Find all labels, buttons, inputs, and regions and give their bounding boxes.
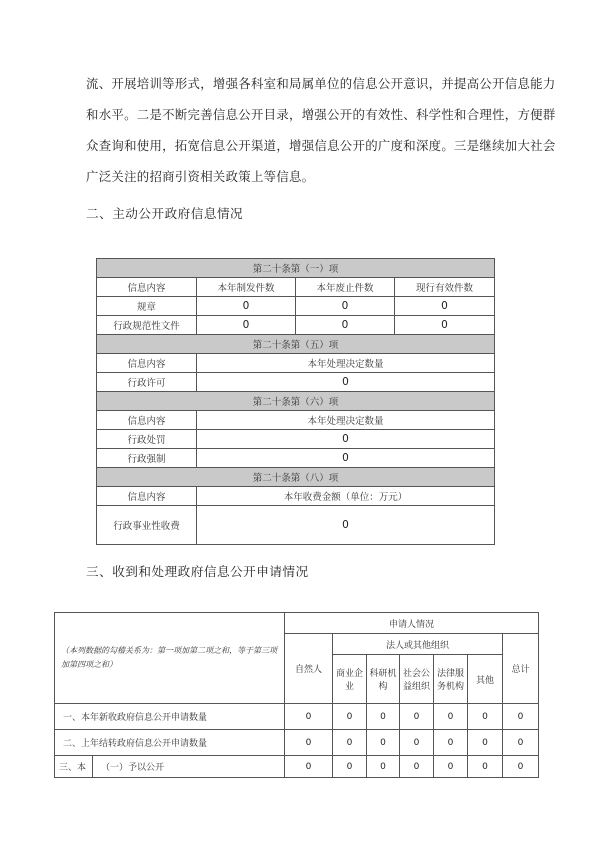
column-header: 法律服务机构 (434, 655, 468, 704)
cell-value: 0 (400, 756, 434, 778)
table-row (55, 704, 539, 730)
table-row (97, 297, 495, 316)
section-title: 第二十条第（八）项 (97, 468, 495, 487)
cell-value: 0 (434, 756, 468, 778)
cell-value: 0 (468, 730, 503, 756)
application-table (54, 612, 539, 778)
column-header: 现行有效件数 (395, 278, 495, 297)
column-header: 信息内容 (97, 487, 197, 506)
section-heading-2: 二、主动公开政府信息情况 (86, 206, 244, 221)
column-header: 总计 (503, 634, 539, 704)
cell-value: 0 (468, 704, 503, 730)
cell-value: 0 (197, 316, 296, 335)
cell-value: 0 (468, 756, 503, 778)
table-row (97, 316, 495, 335)
cell-value: 0 (296, 316, 395, 335)
cell-value: 0 (395, 316, 495, 335)
table-row (97, 506, 495, 545)
table-row (97, 430, 495, 449)
table-note: （本列数据的勾稽关系为：第一项加第二项之和，等于第三项加第四项之和） (55, 613, 285, 704)
cell-value: 0 (285, 730, 333, 756)
cell-value: 0 (503, 704, 539, 730)
intro-line: 流、开展培训等形式，增强各科室和局属单位的信息公开意识，并提高公开信息能力 (86, 76, 556, 91)
cell-value: 0 (367, 704, 400, 730)
cell-value: 0 (285, 704, 333, 730)
row-label: 一、本年新收政府信息公开申请数量 (55, 704, 285, 730)
column-header: 本年处理决定数量 (197, 354, 495, 373)
table-row (55, 730, 539, 756)
section-title: 第二十条第（一）项 (97, 259, 495, 278)
row-label: （一）予以公开 (93, 756, 285, 778)
column-header: 申请人情况 (285, 613, 539, 634)
row-label: 行政许可 (97, 373, 197, 392)
cell-value: 0 (400, 704, 434, 730)
row-label: 行政处罚 (97, 430, 197, 449)
section-title: 第二十条第（五）项 (97, 335, 495, 354)
cell-value: 0 (197, 430, 495, 449)
column-header: 科研机构 (367, 655, 400, 704)
row-label: 行政强制 (97, 449, 197, 468)
section-heading-3: 三、收到和处理政府信息公开申请情况 (86, 564, 309, 579)
cell-value: 0 (367, 730, 400, 756)
cell-value: 0 (285, 756, 333, 778)
cell-value: 0 (333, 756, 367, 778)
column-header: 信息内容 (97, 354, 197, 373)
intro-line: 众查询和使用，拓宽信息公开渠道，增强信息公开的广度和深度。三是继续加大社会 (86, 138, 556, 153)
intro-paragraph (86, 68, 556, 192)
column-header: 本年制发件数 (197, 278, 296, 297)
column-header: 本年废止件数 (296, 278, 395, 297)
cell-value: 0 (367, 756, 400, 778)
cell-value: 0 (197, 373, 495, 392)
intro-line: 和水平。二是不断完善信息公开目录，增强公开的有效性、科学性和合理性，方便群 (86, 107, 556, 122)
cell-value: 0 (395, 297, 495, 316)
cell-value: 0 (503, 730, 539, 756)
column-header: 社会公益组织 (400, 655, 434, 704)
cell-value: 0 (197, 449, 495, 468)
column-header: 信息内容 (97, 411, 197, 430)
column-header: 本年处理决定数量 (197, 411, 495, 430)
column-header: 信息内容 (97, 278, 197, 297)
row-label: 行政规范性文件 (97, 316, 197, 335)
column-header: 商业企业 (333, 655, 367, 704)
intro-line: 广泛关注的招商引资相关政策上等信息。 (86, 169, 315, 184)
table-row (97, 373, 495, 392)
row-label: 二、上年结转政府信息公开申请数量 (55, 730, 285, 756)
cell-value: 0 (400, 730, 434, 756)
cell-value: 0 (296, 297, 395, 316)
proactive-disclosure-table (96, 258, 495, 545)
cell-value: 0 (197, 506, 495, 545)
cell-value: 0 (197, 297, 296, 316)
column-header: 其他 (468, 655, 503, 704)
cell-value: 0 (434, 704, 468, 730)
column-header: 法人或其他组织 (333, 634, 503, 655)
column-header: 本年收费金额（单位：万元） (197, 487, 495, 506)
cell-value: 0 (333, 730, 367, 756)
table-row (55, 756, 539, 778)
row-label: 行政事业性收费 (97, 506, 197, 545)
row-label: 规章 (97, 297, 197, 316)
table-row (97, 449, 495, 468)
column-header: 自然人 (285, 634, 333, 704)
cell-value: 0 (503, 756, 539, 778)
section-title: 第二十条第（六）项 (97, 392, 495, 411)
cell-value: 0 (434, 730, 468, 756)
cell-value: 0 (333, 704, 367, 730)
row-prefix: 三、本 (55, 756, 93, 778)
